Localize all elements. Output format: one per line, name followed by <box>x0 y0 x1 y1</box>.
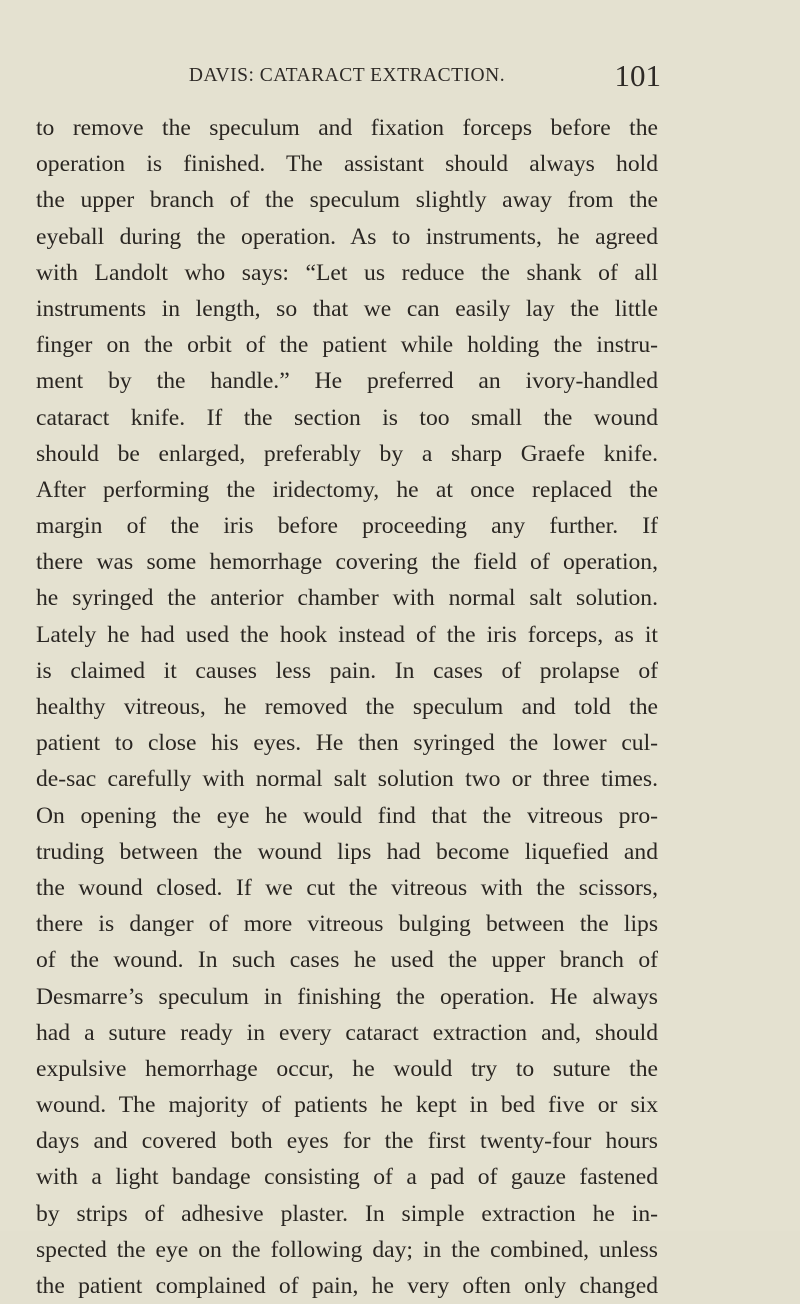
text-line: spected the eye on the following day; in the combined, unless <box>36 1236 658 1263</box>
text-line: days and covered both eyes for the first twenty-four hours <box>36 1128 658 1155</box>
body-text <box>36 110 658 1304</box>
text-line: margin of the iris before proceeding any further. If <box>36 513 658 540</box>
text-line: he syringed the anterior chamber with normal salt solution. <box>36 585 658 612</box>
text-line: truding between the wound lips had become liquefied and <box>36 838 658 865</box>
text-line: instruments in length, so that we can easily lay the little <box>36 295 658 322</box>
text-line: de-sac carefully with normal salt solution two or three times. <box>36 766 658 793</box>
text-line: Desmarre’s speculum in finishing the operation. He always <box>36 983 658 1010</box>
text-line: wound. The majority of patients he kept in bed five or six <box>36 1092 658 1119</box>
text-line: healthy vitreous, he removed the speculum and told the <box>36 694 658 720</box>
text-line: the upper branch of the speculum slightly away from the <box>36 187 658 214</box>
text-line: with Landolt who says: “Let us reduce the shank of all <box>36 259 658 286</box>
text-line: finger on the orbit of the patient while holding the instru- <box>36 332 658 359</box>
text-line: had a suture ready in every cataract extraction and, should <box>36 1019 658 1046</box>
text-line: cataract knife. If the section is too small the wound <box>36 404 658 431</box>
text-line: the patient complained of pain, he very often only changed <box>36 1273 658 1299</box>
text-line: patient to close his eyes. He then syringed the lower cul- <box>36 730 658 757</box>
running-title: DAVIS: CATARACT EXTRACTION. <box>188 65 506 86</box>
page-number: 101 <box>614 58 661 93</box>
text-line: ment by the handle.” He preferred an ivory-handled <box>36 368 658 395</box>
text-line: of the wound. In such cases he used the upper branch of <box>36 947 658 974</box>
running-head <box>36 58 661 93</box>
text-line: Lately he had used the hook instead of the iris forceps, as it <box>36 621 658 648</box>
text-line: After performing the iridectomy, he at once replaced the <box>36 476 658 503</box>
text-line: is claimed it causes less pain. In cases of prolapse of <box>36 657 658 684</box>
text-line: On opening the eye he would find that the vitreous pro- <box>36 802 658 829</box>
text-line: to remove the speculum and fixation forceps before the <box>36 115 658 141</box>
text-line: the wound closed. If we cut the vitreous with the scissors, <box>36 874 658 901</box>
text-line: expulsive hemorrhage occur, he would try to suture the <box>36 1055 658 1082</box>
text-line: with a light bandage consisting of a pad of gauze fastened <box>36 1164 658 1191</box>
text-line: there was some hemorrhage covering the field of operation, <box>36 549 658 576</box>
text-line: eyeball during the operation. As to instruments, he agreed <box>36 223 658 250</box>
text-line: there is danger of more vitreous bulging between the lips <box>36 911 658 938</box>
text-line: by strips of adhesive plaster. In simple extraction he in- <box>36 1200 658 1227</box>
text-line: should be enlarged, preferably by a sharp Graefe knife. <box>36 440 658 467</box>
text-line: operation is finished. The assistant should always hold <box>36 151 658 178</box>
